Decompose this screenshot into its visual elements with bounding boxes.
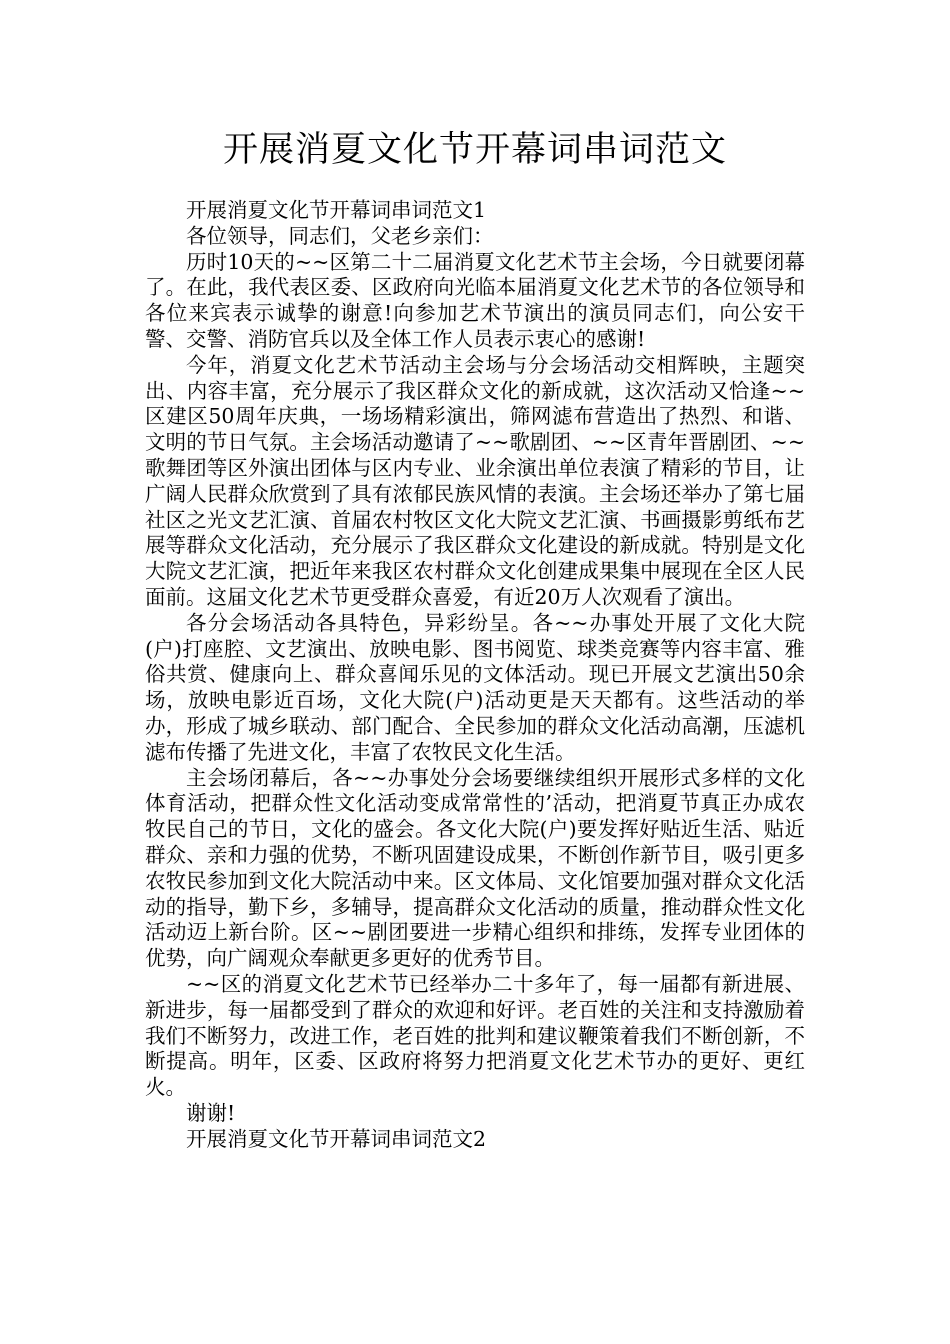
paragraph-thanks: 历时10天的~~区第二十二届消夏文化艺术节主会场，今日就要闭幕了。在此，我代表区委、区政府向光临本届消夏文化艺术节的各位领导和各位来宾表示诚挚的谢意!向参加艺术节演出的演员同志们，向公安干警、交警、消防官兵以及全体工作人员表示衷心的感谢! (145, 249, 805, 351)
paragraph-branch-venues: 各分会场活动各具特色，异彩纷呈。各~~办事处开展了文化大院(户)打座腔、文艺演出、放映电影、图书阅览、球类竞赛等内容丰富、雅俗共赏、健康向上、群众喜闻乐见的文体活动。现已开展文艺演出50余场，放映电影近百场，文化大院(户)活动更是天天都有。这些活动的举办，形成了城乡联动、部门配合、全民参加的群众文化活动高潮，压滤机滤布传播了先进文化，丰富了农牧民文化生活。 (145, 610, 805, 764)
salutation: 各位领导，同志们，父老乡亲们： (186, 223, 494, 248)
closing-thanks: 谢谢! (186, 1100, 236, 1125)
section-heading-2: 开展消夏文化节开幕词串词范文2 (186, 1126, 487, 1151)
paragraph-main-venue: 今年，消夏文化艺术节活动主会场与分会场活动交相辉映，主题突出、内容丰富，充分展示了我区群众文化的新成就，这次活动又恰逢~~区建区50周年庆典，一场场精彩演出，筛网滤布营造出了热烈、和谐、文明的节日气氛。主会场活动邀请了~~歌剧团、~~区青年晋剧团、~~歌舞团等区外演出团体与区内专业、业余演出单位表演了精彩的节目，让广阔人民群众欣赏到了具有浓郁民族风情的表演。主会场还举办了第七届社区之光文艺汇演、首届农村牧区文化大院文艺汇演、书画摄影剪纸布艺展等群众文化活动，充分展示了我区群众文化建设的新成就。特别是文化大院文艺汇演，把近年来我区农村群众文化创建成果集中展现在全区人民面前。这届文化艺术节更受群众喜爱，有近20万人次观看了演出。 (145, 352, 805, 609)
paragraph-after-closing: 主会场闭幕后，各~~办事处分会场要继续组织开展形式多样的文化体育活动，把群众性文化活动变成常常性的’活动，把消夏节真正办成农牧民自己的节日，文化的盛会。各文化大院(户)要发挥好贴近生活、贴近群众、亲和力强的优势，不断巩固建设成果，不断创作新节目，吸引更多农牧民参加到文化大院活动中来。区文体局、文化馆要加强对群众文化活动的指导，勤下乡，多辅导，提高群众文化活动的质量，推动群众性文化活动迈上新台阶。区~~剧团要进一步精心组织和排练，发挥专业团体的优势，向广阔观众奉献更多更好的优秀节目。 (145, 765, 805, 971)
document-body (145, 198, 805, 1152)
document-title: 开展消夏文化节开幕词串词范文 (222, 130, 727, 170)
section-heading-1: 开展消夏文化节开幕词串词范文1 (186, 198, 487, 222)
paragraph-history: ~~区的消夏文化艺术节已经举办二十多年了，每一届都有新进展、新进步，每一届都受到了群众的欢迎和好评。老百姓的关注和支持激励着我们不断努力，改进工作，老百姓的批判和建议鞭策着我们不断创新，不断提高。明年，区委、区政府将努力把消夏文化艺术节办的更好、更红火。 (145, 971, 805, 1100)
